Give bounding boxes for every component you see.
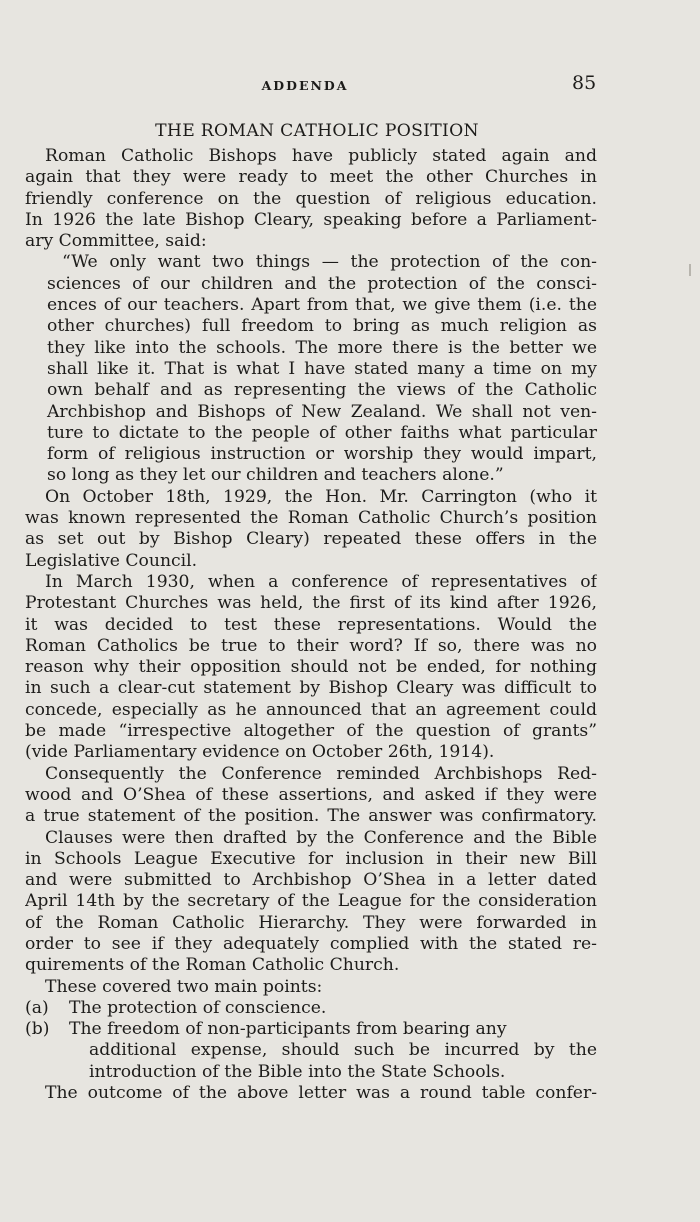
quote-line: so long as they let our children and teachers alone.” <box>47 465 504 486</box>
text-line: Roman Catholics be true to their word? If so, there was no <box>25 635 597 656</box>
text-line: These covered two main points: <box>45 976 323 997</box>
quote-line: shall like it. That is what I have stated many a time on my <box>47 358 597 379</box>
text-line: On October 18th, 1929, the Hon. Mr. Carrington (who it <box>45 486 597 507</box>
list-marker: (a) <box>25 997 49 1018</box>
text-line: wood and O’Shea of these assertions, and asked if they were <box>25 784 597 805</box>
list-item-b <box>25 1019 597 1040</box>
text-line: Legislative Council. <box>25 550 198 571</box>
list-item-text: The freedom of non-participants from bearing any <box>69 1019 507 1040</box>
text-line: Consequently the Conference reminded Archbishops Red- <box>45 763 597 784</box>
text-line: (vide Parliamentary evidence on October 26th, 1914). <box>25 742 495 763</box>
running-title: ADDENDA <box>261 78 349 93</box>
text-line: in Schools League Executive for inclusion in their new Bill <box>25 848 597 869</box>
margin-mark <box>689 264 691 276</box>
text-line: reason why their opposition should not be ended, for nothing <box>25 657 597 678</box>
running-header <box>0 72 700 98</box>
text-line: Clauses were then drafted by the Conference and the Bible <box>45 827 597 848</box>
text-line: be made “irrespective altogether of the question of grants” <box>25 721 597 742</box>
text-line: quirements of the Roman Catholic Church. <box>25 955 400 976</box>
quote-line: Archbishop and Bishops of New Zealand. We shall not ven- <box>47 401 597 422</box>
text-line: of the Roman Catholic Hierarchy. They were forwarded in <box>25 912 597 933</box>
text-line: again that they were ready to meet the other Churches in <box>25 167 597 188</box>
list-item-a <box>25 998 597 1019</box>
text-line: Protestant Churches was held, the first of its kind after 1926, <box>25 593 597 614</box>
body-text <box>25 120 597 1104</box>
text-line: it was decided to test these representations. Would the <box>25 614 597 635</box>
text-line: a true statement of the position. The answer was confirmatory. <box>25 806 597 827</box>
text-line: In March 1930, when a conference of representatives of <box>45 571 597 592</box>
quote-line: other churches) full freedom to bring as much religion as <box>47 316 597 337</box>
quote-line: “We only want two things — the protection of the con- <box>62 252 597 273</box>
quote-line: they like into the schools. The more there is the better we <box>47 337 597 358</box>
text-line: In 1926 the late Bishop Cleary, speaking before a Parliament- <box>25 209 597 230</box>
text-line: ary Committee, said: <box>25 231 207 252</box>
section-heading: THE ROMAN CATHOLIC POSITION <box>155 121 479 141</box>
quote-line: ences of our teachers. Apart from that, we give them (i.e. the <box>47 295 597 316</box>
text-line: concede, especially as he announced that an agreement could <box>25 699 597 720</box>
text-line: Roman Catholic Bishops have publicly stated again and <box>45 146 597 166</box>
list-item-continuation: additional expense, should such be incurred by the <box>89 1040 597 1061</box>
list-item-continuation: introduction of the Bible into the State Schools. <box>89 1061 506 1082</box>
text-line: April 14th by the secretary of the League for the consideration <box>25 891 597 912</box>
quote-line: sciences of our children and the protection of the consci- <box>47 273 597 294</box>
quote-line: own behalf and as representing the views of the Catholic <box>47 380 597 401</box>
text-line: order to see if they adequately complied with the stated re- <box>25 933 597 954</box>
text-line: friendly conference on the question of religious education. <box>25 188 597 209</box>
list-marker: (b) <box>25 1019 50 1040</box>
text-line: as set out by Bishop Cleary) repeated these offers in the <box>25 529 597 550</box>
text-line: and were submitted to Archbishop O’Shea in a letter dated <box>25 870 597 891</box>
text-line: in such a clear-cut statement by Bishop Cleary was difficult to <box>25 678 597 699</box>
quote-line: ture to dictate to the people of other faiths what particular <box>47 422 597 443</box>
text-line: was known represented the Roman Catholic Church’s position <box>25 508 597 529</box>
page-number: 85 <box>572 72 597 94</box>
list-item-text: The protection of conscience. <box>69 997 327 1018</box>
text-line: The outcome of the above letter was a round table confer- <box>45 1083 597 1104</box>
quote-line: form of religious instruction or worship they would impart, <box>47 444 597 465</box>
